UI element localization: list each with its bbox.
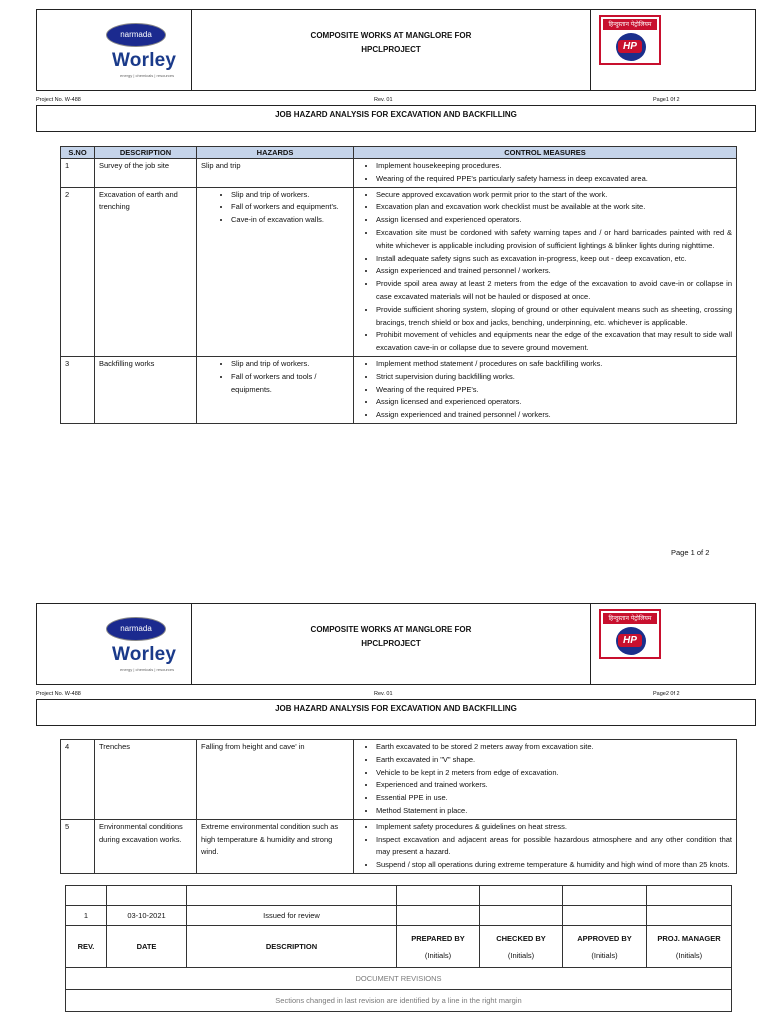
hp-logo (599, 609, 661, 659)
control-item: • Suspend / stop all operations during extreme temperature & humidity and high wind of more than 25 knots. (376, 859, 732, 872)
revision-table (65, 885, 732, 1012)
date-header: DATE (107, 926, 187, 968)
control-item: • Method Statement in place. (376, 805, 732, 818)
project-title-line2: HPCLPROJECT (361, 639, 421, 648)
hazard-item: • Slip and trip of workers. (231, 189, 349, 202)
revision-description: Issued for review (187, 906, 397, 926)
revision-note-row (66, 990, 732, 1012)
revision-date: 03-10-2021 (107, 906, 187, 926)
row-sno: 4 (61, 740, 95, 820)
jha-title: JOB HAZARD ANALYSIS FOR EXCAVATION AND BACKFILLING (275, 704, 517, 713)
hazard-item: • Cave-in of excavation walls. (231, 214, 349, 227)
project-number: Project No. W-488 (36, 97, 81, 103)
table-row (61, 356, 737, 423)
row-controls (354, 356, 737, 423)
control-item: • Assign experienced and trained personnel / workers. (376, 409, 732, 422)
table-row (61, 819, 737, 873)
row-hazards: Falling from height and cave' in (197, 740, 354, 820)
control-item: • Strict supervision during backfilling works. (376, 371, 732, 384)
worley-logo: Worley (112, 644, 177, 665)
project-title-line1: COMPOSITE WORKS AT MANGLORE FOR (310, 625, 472, 634)
initials-label: (Initials) (675, 950, 703, 960)
control-item: • Vehicle to be kept in 2 meters from edge of excavation. (376, 767, 732, 780)
control-item: • Implement method statement / procedures on safe backfilling works. (376, 358, 732, 371)
checked-by-label: CHECKED BY (496, 933, 546, 943)
hp-logo (599, 15, 661, 65)
control-item: • Inspect excavation and adjacent areas for possible hazardous atmosphere and any other condition that may present a hazard. (376, 834, 732, 860)
prepared-by-label: PREPARED BY (411, 933, 465, 943)
row-sno: 2 (61, 187, 95, 356)
row-sno: 5 (61, 819, 95, 873)
table-row (61, 740, 737, 820)
control-item: • Implement safety procedures & guidelines on heat stress. (376, 821, 732, 834)
row-description: Backfilling works (95, 356, 197, 423)
row-controls (354, 159, 737, 188)
row-description: Excavation of earth and trenching (95, 187, 197, 356)
hazard-table-page2 (60, 739, 737, 874)
control-item: • Provide spoil area away at least 2 meters from the edge of the excavation to avoid cave-in or collapse in case excavated materials will not be hauled or disposed at once. (376, 278, 732, 304)
control-item: • Provide sufficient shoring system, sloping of ground or other equivalent means such as sheeting, crossing bracings, trench shield or box and jacks, benching, underpinning, etc. whichever is applicable. (376, 304, 732, 330)
control-item: • Essential PPE in use. (376, 792, 732, 805)
revision-label: Rev. 01 (374, 691, 393, 697)
revision-note: Sections changed in last revision are identified by a line in the right margin (66, 990, 732, 1012)
row-hazards (197, 356, 354, 423)
hazard-item: • Slip and trip of workers. (231, 358, 349, 371)
revision-empty-row (66, 886, 732, 906)
approved-by-header (563, 926, 647, 968)
approved-by-label: APPROVED BY (577, 933, 632, 943)
revision-row (66, 906, 732, 926)
project-manager-label: PROJ. MANAGER (657, 933, 721, 943)
initials-label: (Initials) (507, 950, 535, 960)
control-item: • Assign experienced and trained personnel / workers. (376, 265, 732, 278)
hp-logo-text: HP (618, 634, 642, 647)
control-item: • Excavation plan and excavation work checklist must be available at the work site. (376, 201, 732, 214)
initials-label: (Initials) (424, 950, 452, 960)
row-hazards (197, 187, 354, 356)
header-hazards: HAZARDS (197, 147, 354, 159)
rev-header: REV. (66, 926, 107, 968)
hazard-table-page1 (60, 146, 737, 424)
control-item: • Experienced and trained workers. (376, 779, 732, 792)
row-controls (354, 819, 737, 873)
row-controls (354, 187, 737, 356)
page-of-label: Page2 0f 2 (653, 691, 680, 697)
header-description: DESCRIPTION (95, 147, 197, 159)
checked-by-header (480, 926, 563, 968)
hazard-item: • Fall of workers and tools / equipments. (231, 371, 349, 397)
row-description: Trenches (95, 740, 197, 820)
hp-logo-oval (616, 627, 646, 655)
hp-logo-band: हिन्दुस्तान पेट्रोलियम (603, 613, 657, 624)
table-row (61, 187, 737, 356)
control-item: • Earth excavated in "V" shape. (376, 754, 732, 767)
table-row (61, 159, 737, 188)
worley-tagline: energy | chemicals | resources (120, 667, 175, 672)
project-number: Project No. W-488 (36, 691, 81, 697)
description-header: DESCRIPTION (187, 926, 397, 968)
hazard-item: • Fall of workers and equipment's. (231, 201, 349, 214)
control-item: • Wearing of the required PPE's. (376, 384, 732, 397)
hp-logo-text: HP (618, 40, 642, 53)
initials-label: (Initials) (591, 950, 618, 960)
row-description: Environmental conditions during excavation works. (95, 819, 197, 873)
row-sno: 1 (61, 159, 95, 188)
header-control-measures: CONTROL MEASURES (354, 147, 737, 159)
hp-logo-band: हिन्दुस्तान पेट्रोलियम (603, 19, 657, 30)
revision-number: 1 (66, 906, 107, 926)
row-controls (354, 740, 737, 820)
page-of-label: Page1 0f 2 (653, 97, 680, 103)
prepared-by-header (397, 926, 480, 968)
hp-logo-oval (616, 33, 646, 61)
control-item: • Earth excavated to be stored 2 meters away from excavation site. (376, 741, 732, 754)
control-item: • Install adequate safety signs such as excavation in-progress, keep out - deep excavation, etc. (376, 253, 732, 266)
row-description: Survey of the job site (95, 159, 197, 188)
control-item: • Excavation site must be cordoned with safety warning tapes and / or hard barricades painted with red & white whichever is applicable including provision of sufficient lightings & blinker lights during nighttime. (376, 227, 732, 253)
narmada-logo: narmada (106, 617, 166, 641)
project-title-line2: HPCLPROJECT (361, 45, 421, 54)
project-manager-header (647, 926, 732, 968)
project-title-line1: COMPOSITE WORKS AT MANGLORE FOR (310, 31, 472, 40)
table-header-row (61, 147, 737, 159)
jha-title: JOB HAZARD ANALYSIS FOR EXCAVATION AND BACKFILLING (275, 110, 517, 119)
header-sno: S.NO (61, 147, 95, 159)
document-revisions-row (66, 968, 732, 990)
row-hazards: Extreme environmental condition such as high temperature & humidity and strong wind. (197, 819, 354, 873)
row-sno: 3 (61, 356, 95, 423)
control-item: • Secure approved excavation work permit prior to the start of the work. (376, 189, 732, 202)
narmada-logo: narmada (106, 23, 166, 47)
worley-logo: Worley (112, 50, 177, 71)
revision-label: Rev. 01 (374, 97, 393, 103)
control-item: • Assign licensed and experienced operators. (376, 214, 732, 227)
page-footer: Page 1 of 2 (671, 548, 710, 557)
control-item: • Assign licensed and experienced operators. (376, 396, 732, 409)
row-hazards: Slip and trip (197, 159, 354, 188)
worley-tagline: energy | chemicals | resources (120, 73, 175, 78)
revision-header-row (66, 926, 732, 968)
control-item: • Wearing of the required PPE's particularly safety harness in deep excavated area. (376, 173, 732, 186)
control-item: • Implement housekeeping procedures. (376, 160, 732, 173)
control-item: • Prohibit movement of vehicles and equipments near the edge of the excavation that may result to side wall excavation cave-in or collapse due to severe ground movement. (376, 329, 732, 355)
document-revisions-label: DOCUMENT REVISIONS (66, 968, 732, 990)
